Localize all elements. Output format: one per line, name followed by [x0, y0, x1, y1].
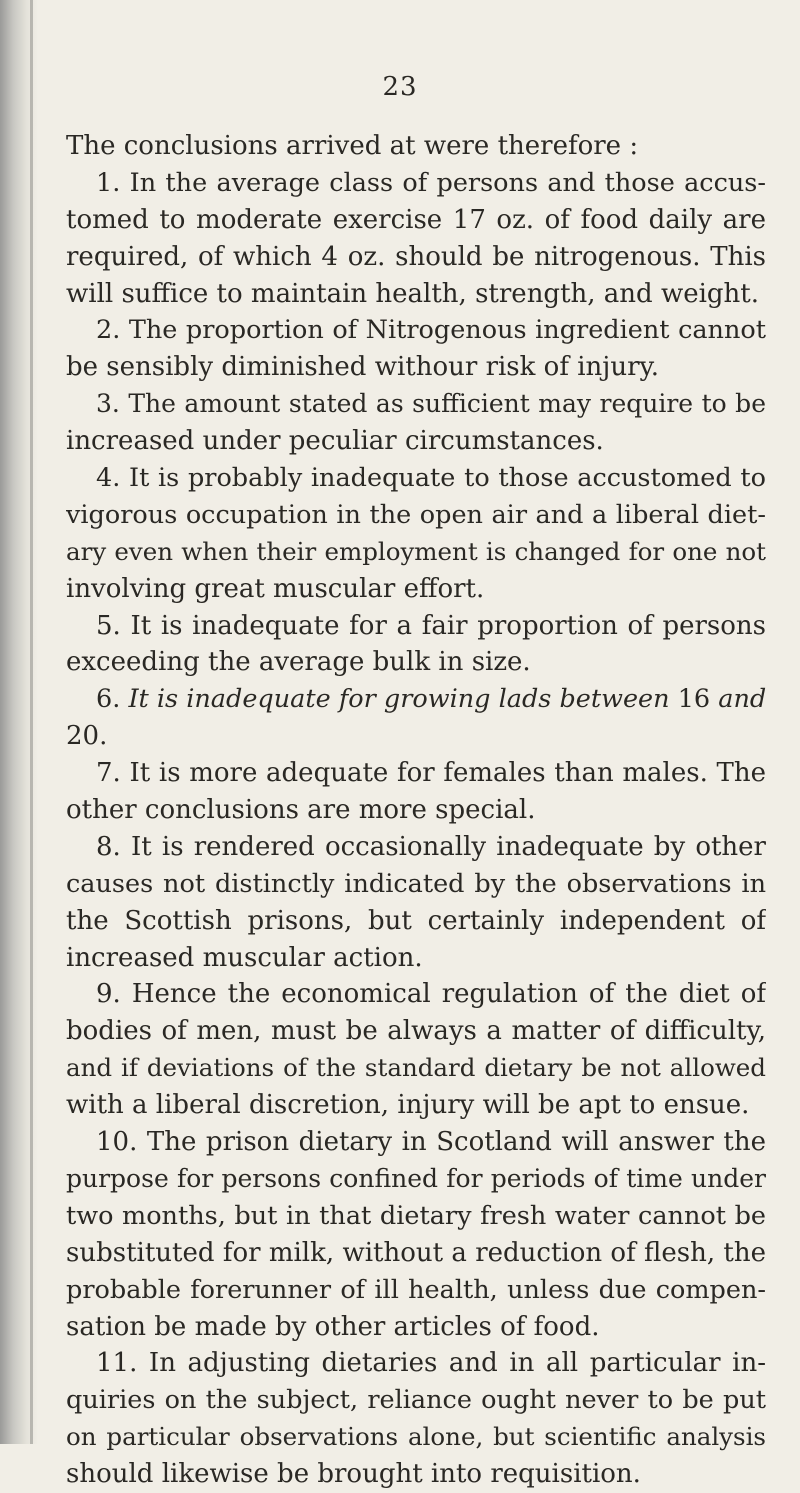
conclusion-9-line-4: with a liberal discretion, injury will be apt to ensue. [66, 1090, 750, 1121]
binding-edge [30, 0, 33, 1444]
conclusion-7-line-2: other conclusions are more special. [66, 795, 536, 826]
conclusion-1-line-4: will suffice to maintain health, strength, and weight. [66, 278, 760, 309]
conclusion-3-line-2: increased under peculiar circumstances. [66, 426, 604, 457]
conclusion-10-line-4: substituted for milk, without a reduction of flesh, the [66, 1237, 766, 1268]
conclusion-10-line-5: probable forerunner of ill health, unless due compen- [66, 1274, 766, 1305]
conclusion-5-line-1: 5. It is inadequate for a fair proportion of persons [96, 610, 766, 641]
conclusion-6-line-2: 20. [66, 721, 108, 752]
page-body [66, 128, 766, 1493]
conclusion-6-age-from: 16 [677, 684, 711, 715]
conclusion-8-line-1: 8. It is rendered occasionally inadequate by other [96, 831, 766, 862]
conclusion-2-line-2: be sensibly diminished withour risk of injury. [66, 352, 660, 383]
conclusion-10-line-1: 10. The prison dietary in Scotland will answer the [96, 1127, 766, 1158]
conclusion-6-italic-a: It is inadequate for growing lads between [128, 684, 670, 715]
conclusion-8-line-2: causes not distinctly indicated by the observations in [66, 868, 766, 899]
conclusion-9-line-2: bodies of men, must be always a matter of difficulty, [66, 1016, 766, 1047]
conclusion-11-line-4: should likewise be brought into requisition. [66, 1459, 641, 1490]
conclusion-10-line-3: two months, but in that dietary fresh water cannot be [66, 1200, 766, 1231]
conclusion-1-line-2: tomed to moderate exercise 17 oz. of food daily are [66, 204, 766, 235]
conclusion-11-line-2: quiries on the subject, reliance ought never to be put [66, 1385, 766, 1416]
conclusion-8-line-4: increased muscular action. [66, 942, 423, 973]
conclusion-1-line-3: required, of which 4 oz. should be nitrogenous. This [66, 241, 766, 272]
conclusion-1-line-1: 1. In the average class of persons and those accus- [96, 167, 766, 198]
conclusion-9-line-3: and if deviations of the standard dietary be not allowed [66, 1053, 766, 1083]
conclusion-6-line-1 [66, 681, 766, 718]
conclusion-4-line-4: involving great muscular effort. [66, 573, 485, 604]
conclusion-4-line-2: vigorous occupation in the open air and a liberal diet- [66, 499, 766, 530]
conclusion-2-line-1: 2. The proportion of Nitrogenous ingredient cannot [96, 315, 766, 346]
conclusion-6-number: 6. [96, 684, 121, 715]
conclusion-5-line-2: exceeding the average bulk in size. [66, 647, 531, 678]
conclusion-6-italic-b: and [718, 684, 766, 715]
intro-line: The conclusions arrived at were therefore : [66, 131, 639, 161]
conclusion-10-line-2: purpose for persons confined for periods of time under [66, 1163, 766, 1193]
conclusion-4-line-3: ary even when their employment is changed for one not [66, 536, 766, 566]
conclusion-10-line-6: sation be made by other articles of food. [66, 1311, 600, 1342]
conclusion-3-line-1: 3. The amount stated as sufficient may require to be [96, 389, 766, 419]
conclusion-11-line-3: on particular observations alone, but scientific analysis [66, 1422, 766, 1452]
conclusion-8-line-3: the Scottish prisons, but certainly independent of [66, 905, 766, 936]
page-number: 23 [382, 72, 418, 102]
conclusion-4-line-1: 4. It is probably inadequate to those accustomed to [96, 463, 766, 494]
conclusion-9-line-1: 9. Hence the economical regulation of the diet of [96, 979, 766, 1010]
conclusion-7-line-1: 7. It is more adequate for females than males. The [96, 758, 766, 789]
conclusion-11-line-1: 11. In adjusting dietaries and in all particular in- [96, 1348, 766, 1379]
